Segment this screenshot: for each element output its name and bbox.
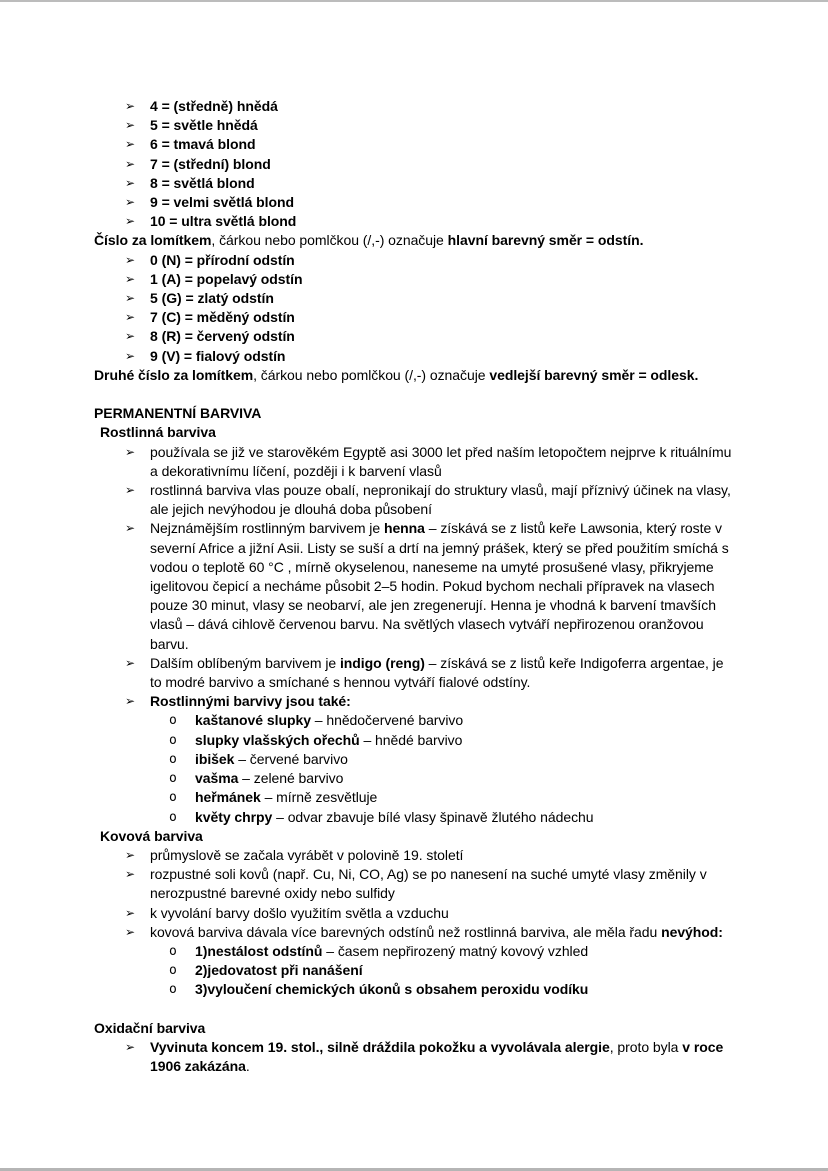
circle-bullet-icon: o [169,751,177,767]
list-item [0,270,828,289]
text-run: rozpustné soli kovů (např. Cu, Ni, CO, Ag) se po nanesení na suché umyté vlasy změnily v nerozpustné barevné oxidy nebo sulfidy [150,866,707,902]
blank-line [0,1000,828,1019]
arrow-bullet-icon: ➢ [125,156,136,171]
sub-list-item [0,808,828,827]
text-run: 9 = velmi světlá blond [150,194,295,211]
text-run: – časem nepřirozený matný kovový vzhled [322,942,589,959]
text-content [150,481,738,519]
text-content [150,289,738,308]
arrow-bullet-icon: ➢ [125,137,136,152]
text-run: vedlejší barevný směr = odlesk. [489,366,699,383]
text-run: 2)jedovatost při nanášení [195,962,363,979]
text-content [100,424,216,440]
arrow-bullet-icon: ➢ [125,195,136,210]
text-content [195,942,738,961]
list-item [0,155,828,174]
circle-bullet-icon: o [169,732,177,748]
text-run: Druhé číslo za lomítkem [94,366,254,383]
text-content [150,347,738,366]
text-run: vašma [195,770,239,787]
text-run: květy chrpy [195,808,273,825]
text-run: Číslo za lomítkem [94,232,212,249]
arrow-bullet-icon: ➢ [125,118,136,133]
text-content [150,155,738,174]
text-run: 10 = ultra světlá blond [150,213,297,230]
text-run: indigo (reng) [339,654,425,671]
text-run: , čárkou nebo pomlčkou (/,-) označuje [253,366,490,383]
list-item [0,327,828,346]
text-run: slupky vlašských ořechů [195,731,360,748]
list-item [0,846,828,865]
text-content [195,980,738,999]
list-item [0,654,828,692]
text-run: v roce 1906 zakázána [150,1038,724,1075]
circle-bullet-icon: o [169,790,177,806]
text-run: 5 (G) = zlatý odstín [150,290,274,307]
text-run: Oxidační barviva [94,1019,206,1036]
text-run: 1)nestálost odstínů [195,942,323,959]
list-item [0,116,828,135]
list-item [0,135,828,154]
text-run: k vyvolání barvy došlo využitím světla a vzduchu [150,904,449,921]
sub-list-item [0,942,828,961]
text-content [150,1038,738,1076]
arrow-bullet-icon: ➢ [125,847,136,862]
arrow-bullet-icon: ➢ [125,214,136,229]
text-run: – odvar zbavuje bílé vlasy špinavě žlutého nádechu [272,808,594,825]
text-run: – získává se z listů keře Lawsonia, který roste v severní Africe a jižní Asii. Listy se suší a drtí na jemný prášek, který se před použitím smíchá s vodou o teplotě 60 °C , mírně okyselenou, naneseme na umyté prosušené vlasy, přikryjeme igelitovou čepicí a necháme působit 2–5 hodin. Pokud bychom nechali přípravek na vlasech pouze 30 minut, vlasy se neobarví, ale jen zregenerují. Henna je vhodná k barvení tmavších vlasů – dává cihlově červenou barvu. Na světlých vlasech vytváří nepřirozenou oranžovou barvu. [150,520,729,652]
text-content [195,788,738,807]
text-run: , čárkou nebo pomlčkou (/,-) označuje [211,232,448,249]
text-content [94,1020,205,1036]
sub-list-item [0,711,828,730]
arrow-bullet-icon: ➢ [125,655,136,670]
section-heading [0,1019,828,1038]
paragraph [0,366,828,385]
text-run: 1 (A) = popelavý odstín [150,270,303,287]
list-item [0,904,828,923]
list-item [0,519,828,653]
text-content [94,405,261,421]
text-content [94,367,698,383]
arrow-bullet-icon: ➢ [125,867,136,882]
sub-list-item [0,750,828,769]
text-run: 7 (C) = měděný odstín [150,309,295,326]
text-run: – získává se z listů keře Indigoferra argentae, je to modré barvivo a smíchané s hennou vytváří fialové odstíny. [150,654,724,691]
text-run: 3)vyloučení chemických úkonů s obsahem peroxidu vodíku [195,981,589,998]
text-run: henna [383,520,425,537]
text-content [150,923,738,942]
list-item [0,1038,828,1076]
text-content [150,519,738,653]
text-content [150,846,738,865]
arrow-bullet-icon: ➢ [125,252,136,267]
text-content [150,692,738,711]
text-content [94,232,643,248]
sub-list-item [0,731,828,750]
text-content [150,654,738,692]
text-run: používala se již ve starověkém Egyptě asi 3000 let před naším letopočtem nejprve k rituálnímu a dekorativnímu líčení, později i k barvení vlasů [150,443,732,479]
list-item [0,251,828,270]
arrow-bullet-icon: ➢ [125,99,136,113]
text-content [195,769,738,788]
list-item [0,443,828,481]
list-item [0,692,828,711]
sub-heading [0,827,828,846]
text-run: , proto byla [609,1038,683,1055]
text-content [195,961,738,980]
text-content [100,828,203,844]
text-run: 8 (R) = červený odstín [150,328,295,345]
arrow-bullet-icon: ➢ [125,329,136,344]
text-run: 6 = tmavá blond [150,136,256,153]
list-item [0,97,828,116]
sub-list-item [0,961,828,980]
section-heading [0,404,828,423]
text-content [150,174,738,193]
circle-bullet-icon: o [169,771,177,787]
circle-bullet-icon: o [169,943,177,959]
text-content [195,711,738,730]
text-run: PERMANENTNÍ BARVIVA [94,405,262,422]
arrow-bullet-icon: ➢ [125,291,136,306]
arrow-bullet-icon: ➢ [125,348,136,363]
document-body [0,97,828,1076]
text-run: 8 = světlá blond [150,174,255,191]
text-content [150,327,738,346]
text-run: nevýhod: [661,923,723,940]
text-run: – mírně zesvětluje [260,789,378,806]
text-content [150,904,738,923]
text-run: hlavní barevný směr = odstín. [447,232,644,249]
arrow-bullet-icon: ➢ [125,694,136,709]
text-content [150,865,738,903]
circle-bullet-icon: o [169,963,177,979]
sub-heading [0,423,828,442]
text-content [150,212,738,231]
arrow-bullet-icon: ➢ [125,1039,136,1054]
text-run: kovová barviva dávala více barevných odstínů než rostlinná barviva, ale měla řadu [150,923,662,940]
circle-bullet-icon: o [169,713,177,729]
arrow-bullet-icon: ➢ [125,310,136,325]
text-run: Kovová barviva [100,827,203,844]
text-run: průmyslově se začala vyrábět v polovině 19. století [150,846,464,863]
text-content [195,750,738,769]
text-content [150,135,738,154]
list-item [0,193,828,212]
text-content [150,193,738,212]
list-item [0,212,828,231]
list-item [0,923,828,942]
sub-list-item [0,769,828,788]
text-content [150,308,738,327]
text-run: – zelené barvivo [238,770,344,787]
text-run: 4 = (středně) hnědá [150,98,278,114]
text-run: 9 (V) = fialový odstín [150,347,286,364]
list-item [0,481,828,519]
text-run: – červené barvivo [234,750,348,767]
text-run: 0 (N) = přírodní odstín [150,251,295,268]
arrow-bullet-icon: ➢ [125,483,136,498]
text-content [150,97,738,116]
text-run: – hnědočervené barvivo [310,712,464,729]
sub-list-item [0,980,828,999]
text-run: Rostlinná barviva [100,424,216,441]
arrow-bullet-icon: ➢ [125,924,136,939]
list-item [0,289,828,308]
list-item [0,865,828,903]
arrow-bullet-icon: ➢ [125,271,136,286]
paragraph [0,231,828,250]
circle-bullet-icon: o [169,982,177,998]
blank-line [0,385,828,404]
text-run: Dalším oblíbeným barvivem je [150,654,340,671]
text-run: rostlinná barviva vlas pouze obalí, nepronikají do struktury vlasů, mají příznivý účinek na vlasy, ale jejich nevýhodou je dlouhá doba působení [150,482,731,518]
text-content [150,443,738,481]
text-run: Rostlinnými barvivy jsou také: [150,693,351,710]
text-run: 5 = světle hnědá [150,117,258,134]
text-run: 7 = (střední) blond [150,155,271,172]
list-item [0,308,828,327]
list-item [0,347,828,366]
text-run: Nejznámějším rostlinným barvivem je [150,520,384,537]
arrow-bullet-icon: ➢ [125,175,136,190]
text-run: heřmánek [195,789,261,806]
text-content [150,116,738,135]
text-content [195,731,738,750]
sub-list-item [0,788,828,807]
arrow-bullet-icon: ➢ [125,905,136,920]
text-run: ibišek [195,750,235,767]
text-run: kaštanové slupky [195,712,311,729]
text-content [195,808,738,827]
text-run: – hnědé barvivo [359,731,463,748]
list-item [0,174,828,193]
text-content [150,270,738,289]
circle-bullet-icon: o [169,809,177,825]
text-run: . [245,1058,250,1075]
arrow-bullet-icon: ➢ [125,444,136,459]
text-content [150,251,738,270]
arrow-bullet-icon: ➢ [125,521,136,536]
text-run: Vyvinuta koncem 19. stol., silně dráždila pokožku a vyvolávala alergie [150,1038,610,1055]
